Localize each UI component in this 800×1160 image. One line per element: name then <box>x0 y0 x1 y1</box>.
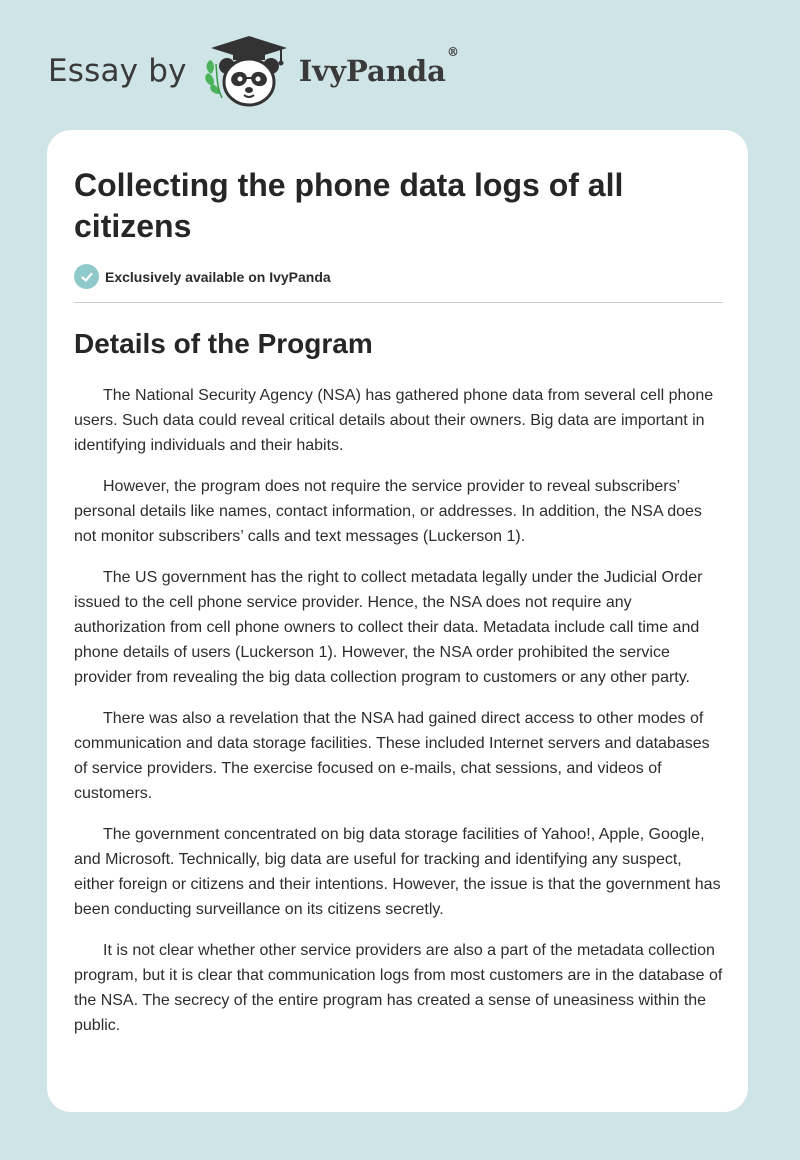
panda-graduate-icon[interactable] <box>203 34 295 110</box>
paragraph: There was also a revelation that the NSA had gained direct access to other modes of communication and data storage facilities. These included Internet servers and databases of service providers. The exercise focused on e-mails, chat sessions, and videos of customers. <box>74 710 710 802</box>
essay-body <box>74 383 724 1054</box>
essay-card <box>47 130 748 1112</box>
brand-name: IvyPanda <box>298 54 446 88</box>
exclusive-label: Exclusively available on IvyPanda <box>105 268 331 285</box>
section-heading: Details of the Program <box>74 328 373 359</box>
essay-by-label: Essay by <box>48 53 187 89</box>
site-header <box>48 34 459 110</box>
paragraph: The government concentrated on big data storage facilities of Yahoo!, Apple, Google, and Microsoft. Technically, big data are useful for tracking and identifying any suspect, either foreign or citizens and their intentions. However, the issue is that the government has been conducting surveillance on its citizens secretly. <box>74 826 721 918</box>
paragraph: The National Security Agency (NSA) has gathered phone data from several cell phone users. Such data could reveal critical details about their owners. Big data are important in identifying individuals and their habits. <box>74 387 714 454</box>
registered-mark: ® <box>446 45 459 60</box>
paragraph: It is not clear whether other service providers are also a part of the metadata collection program, but it is clear that communication logs from most customers are in the database of the NSA. The secrecy of the entire program has created a sense of uneasiness within the public. <box>74 942 723 1034</box>
paragraph: However, the program does not require the service provider to reveal subscribers’ personal details like names, contact information, or addresses. In addition, the NSA does not monitor subscribers’ calls and text messages (Luckerson 1). <box>74 478 702 545</box>
exclusive-badge <box>74 264 331 289</box>
essay-title: Collecting the phone data logs of all citizens <box>74 167 624 244</box>
paragraph: The US government has the right to collect metadata legally under the Judicial Order issued to the cell phone service provider. Hence, the NSA does not require any authorization from cell phone owners to collect their data. Metadata include call time and phone details of users (Luckerson 1). However, the NSA order prohibited the service provider from revealing the big data collection program to customers or any other party. <box>74 569 703 686</box>
divider <box>74 302 723 303</box>
check-icon <box>74 264 99 289</box>
brand-logo-text[interactable] <box>298 45 459 88</box>
